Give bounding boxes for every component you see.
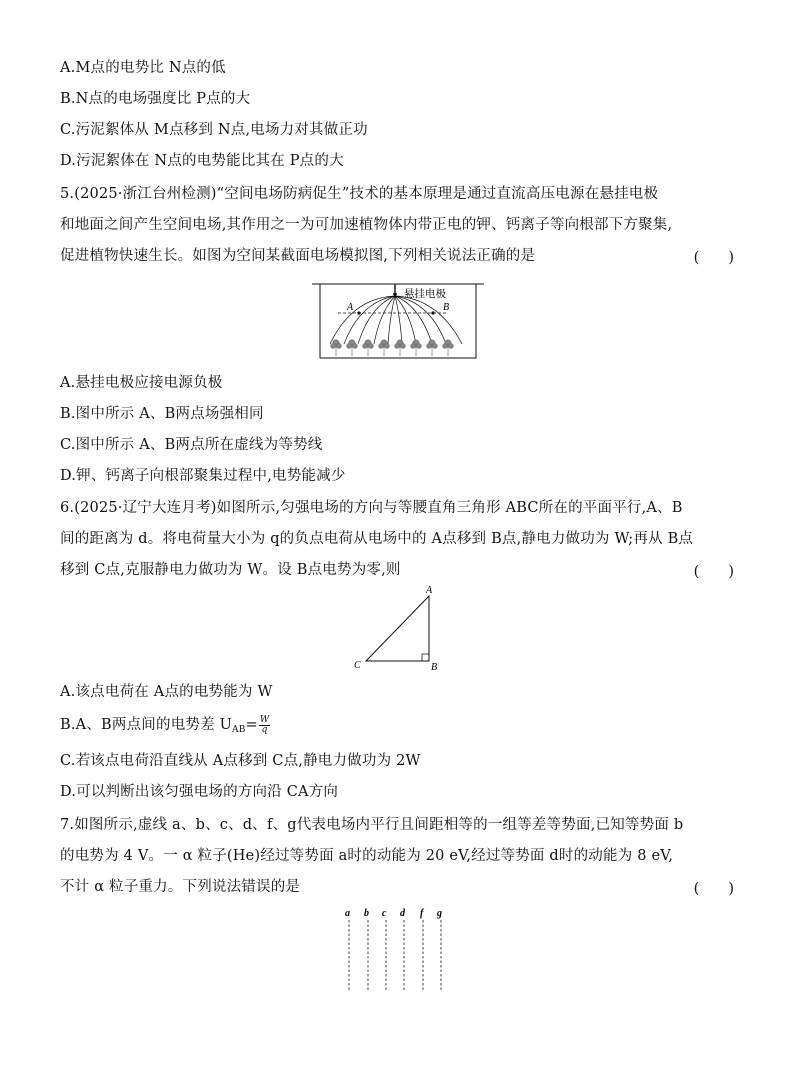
q6-fig-label-b: B: [431, 662, 438, 673]
q6-option-b-numerator: W: [259, 714, 270, 725]
q6-triangle-figure: [350, 584, 450, 674]
q5-stem-line3: 促进植物快速生长。如图为空间某截面电场模拟图,下列相关说法正确的是: [60, 248, 536, 264]
q5-option-b: B.图中所示 A、B两点场强相同: [60, 406, 264, 422]
q6-stem-line1: 6.(2025·辽宁大连月考)如图所示,匀强电场的方向与等腰直角三角形 ABC所在的平面平行,A、B: [60, 500, 683, 516]
q6-answer-paren: ( ): [693, 564, 734, 580]
q6-stem-line2: 间的距离为 d。将电荷量大小为 q的负点电荷从电场中的 A点移到 B点,静电力做功为 W;再从 B点: [60, 531, 694, 547]
q4-option-b: B.N点的电场强度比 P点的大: [60, 91, 251, 107]
q6-option-b-subscript: AB: [232, 725, 246, 735]
q7-equipotential-figure: [340, 904, 450, 996]
q6-fig-label-c: C: [354, 660, 361, 671]
q7-stem-line1: 7.如图所示,虚线 a、b、c、d、f、g代表电场内平行且间距相等的一组等差等势面,已知等势面 b: [60, 817, 684, 833]
q6-option-b-equals: =: [245, 717, 258, 733]
q5-option-d: D.钾、钙离子向根部聚集过程中,电势能减少: [60, 468, 346, 484]
q6-option-b-denominator: q: [261, 724, 268, 735]
q5-option-c: C.图中所示 A、B两点所在虚线为等势线: [60, 437, 323, 453]
q7-fig-label-a: a: [345, 908, 350, 919]
q5-stem-line2: 和地面之间产生空间电场,其作用之一为可加速植物体内带正电的钾、钙离子等向根部下方聚集,: [60, 217, 673, 233]
q6-fig-label-a: A: [426, 585, 433, 596]
q7-fig-label-f: f: [420, 908, 424, 919]
q6-option-b-text: B.A、B两点间的电势差 U: [60, 717, 233, 733]
q5-fig-label-electrode: 悬挂电极: [404, 288, 446, 300]
q4-option-a: A.M点的电势比 N点的低: [60, 60, 226, 76]
q5-answer-paren: ( ): [693, 250, 734, 266]
q5-fig-label-b: B: [443, 302, 450, 313]
q6-option-b: [60, 715, 270, 740]
q7-fig-label-g: g: [437, 908, 442, 919]
q6-option-a: A.该点电荷在 A点的电势能为 W: [60, 684, 273, 700]
q6-option-c: C.若该点电荷沿直线从 A点移到 C点,静电力做功为 2W: [60, 753, 421, 769]
q5-fig-label-a: A: [347, 302, 354, 313]
q4-option-c: C.污泥絮体从 M点移到 N点,电场力对其做正功: [60, 122, 368, 138]
q7-fig-label-d: d: [400, 908, 405, 919]
q7-answer-paren: ( ): [693, 881, 734, 897]
q5-option-a: A.悬挂电极应接电源负极: [60, 375, 223, 391]
q6-option-d: D.可以判断出该匀强电场的方向沿 CA方向: [60, 784, 339, 800]
q4-option-d: D.污泥絮体在 N点的电势能比其在 P点的大: [60, 153, 344, 169]
q7-fig-label-c: c: [382, 908, 387, 919]
q5-stem-line1: 5.(2025·浙江台州检测)“空间电场防病促生”技术的基本原理是通过直流高压电源在悬挂电极: [60, 186, 659, 202]
q7-stem-line2: 的电势为 4 V。一 α 粒子(He)经过等势面 a时的动能为 20 eV,经过等势面 d时的动能为 8 eV,: [60, 848, 674, 864]
q5-field-figure: [312, 276, 484, 364]
q6-stem-line3: 移到 C点,克服静电力做功为 W。设 B点电势为零,则: [60, 562, 401, 578]
q7-fig-label-b: b: [364, 908, 369, 919]
q6-option-b-fraction: [259, 716, 270, 735]
q7-stem-line3: 不计 α 粒子重力。下列说法错误的是: [60, 879, 301, 895]
